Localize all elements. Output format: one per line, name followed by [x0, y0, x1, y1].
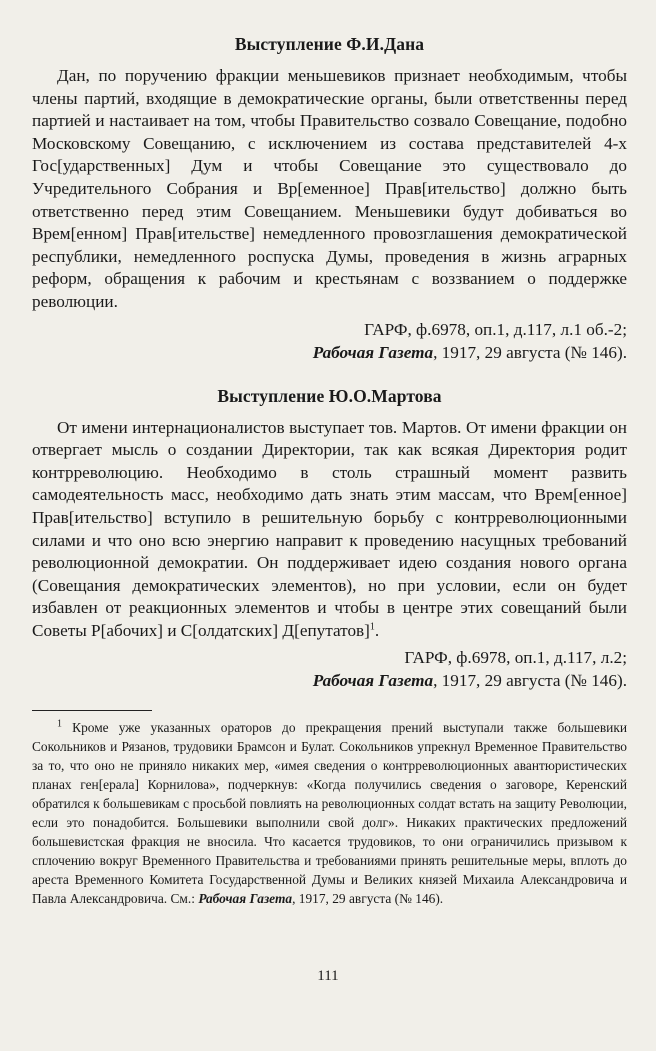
footnote-newspaper-title: Рабочая Газета [198, 890, 293, 906]
speech-text-dan: Дан, по поручению фракции меньшевиков признает необходимым, чтобы члены партий, входящие в демократические органы, были ответственны перед партией и настаивает на том, чтобы Правительство созвало Совещание, подобно Московскому Совещанию, с исключением из состава представителей 4-х Гос[ударственных] Дум и чтобы Совещание это существовало до Учредительного Собрания и Вр[еменное] Прав[ительство] должно быть ответственно перед этим Совещанием. Меньшевики будут добиваться во Врем[енном] Прав[ительстве] немедленного провозглашения демократической республики, немедленного роспуска Думы, проведения в жизнь аграрных реформ, обращения к рабочим и крестьянам с воззванием о поддержке революции. [32, 66, 627, 311]
footnote-divider [32, 710, 152, 711]
document-page [32, 34, 627, 909]
section-heading-dan: Выступление Ф.И.Дана [234, 34, 425, 54]
speech-text-martov-end: . [374, 620, 380, 640]
speech-text-martov [32, 417, 627, 643]
section-heading-martov: Выступление Ю.О.Мартова [217, 385, 442, 406]
newspaper-date: , 1917, 29 августа (№ 146). [433, 342, 627, 362]
footnote-newspaper-date: , 1917, 29 августа (№ 146). [292, 890, 444, 906]
newspaper-date: , 1917, 29 августа (№ 146). [433, 671, 627, 691]
newspaper-title: Рабочая Газета [312, 342, 434, 362]
speech-text-martov-body: От имени интернационалистов выступает тов. Мартов. От имени фракции он отвергает мысль о создании Директории, так как всякая Директория родит контрреволюцию. Необходимо в столь страшный момент развить самодеятельность масс, необходимо дать знать этим массам, что Врем[енное] Прав[ительство] вступило в решительную борьбу с контрреволюционными силами и что оно всю энергию направит к проведению насущных требований революционной демократии. Он поддерживает идею создания нового органа (Совещания демократических элементов), но при условии, если он будет избавлен от реакционных элементов и чтобы в центре этих совещаний были Советы Р[абочих] и С[олдатских] Д[епутатов] [32, 417, 627, 640]
footnote-reference[interactable]: 1 [369, 621, 375, 633]
archive-reference: ГАРФ, ф.6978, оп.1, д.117, л.1 об.-2; [364, 319, 627, 339]
footnote-mark: 1 [57, 719, 62, 730]
page-number: 111 [317, 968, 339, 984]
footnote-text: Кроме уже указанных ораторов до прекращения прений выступали также большевики Сокольников и Рязанов, трудовики Брамсон и Булат. Сокольников упрекнул Временное Правительство за то, что оно не приняло никаких мер, «имея сведения о контрреволюционных авантюристических планах ген[ерала] Корнилова», подчеркнув: «Когда получились сведения о заговоре, Керенский обратился к большевикам с просьбой повлиять на революционных солдат встать на защиту Революции, если это понадобится. Большевики выполнили свой долг». Никаких практических предложений большевистская фракция не вносила. Что касается трудовиков, то они ограничились призывом к сплочению вокруг Временного Правительства и требованиями принять решительные меры, вплоть до ареста Временного Комитета Государственной Думы и Великих князей Михаила Александровича и Павла Александровича. См.: [32, 720, 627, 906]
archive-reference: ГАРФ, ф.6978, оп.1, д.117, л.2; [404, 648, 627, 668]
section-martov [32, 386, 627, 693]
source-citation-dan [32, 318, 627, 364]
newspaper-title: Рабочая Газета [312, 671, 434, 691]
newspaper-reference [32, 669, 627, 692]
source-citation-martov [32, 646, 627, 692]
newspaper-reference [32, 341, 627, 364]
footnote [32, 719, 627, 908]
